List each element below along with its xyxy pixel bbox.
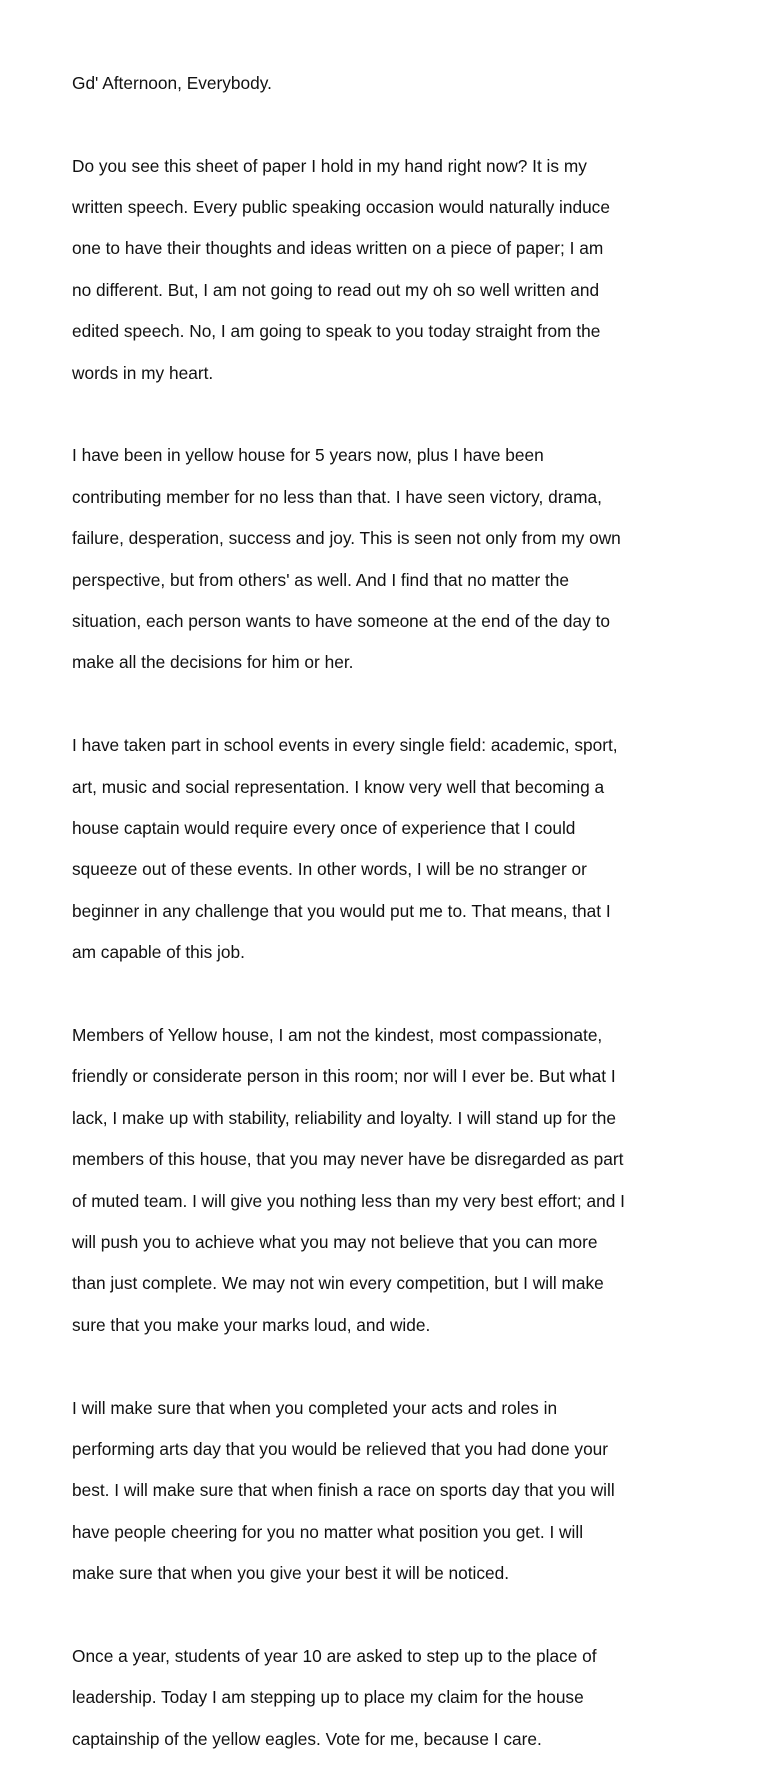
text-line: Members of Yellow house, I am not the kindest, most compassionate, <box>72 1024 603 1045</box>
text-line: make all the decisions for him or her. <box>72 652 354 673</box>
text-line: one to have their thoughts and ideas written on a piece of paper; I am <box>72 238 604 259</box>
text-line: words in my heart. <box>72 362 214 383</box>
text-line: I have taken part in school events in every single field: academic, sport, <box>72 735 618 756</box>
intro-paragraph <box>72 135 712 404</box>
text-line: contributing member for no less than that. I have seen victory, drama, <box>72 486 602 507</box>
members-paragraph <box>72 1004 712 1356</box>
text-line: art, music and social representation. I know very well that becoming a <box>72 776 605 797</box>
text-line: squeeze out of these events. In other words, I will be no stranger or <box>72 859 587 880</box>
text-line: best. I will make sure that when finish a race on sports day that you will <box>72 1480 615 1501</box>
text-line: lack, I make up with stability, reliability and loyalty. I will stand up for the <box>72 1107 616 1128</box>
closing-paragraph <box>72 1625 712 1770</box>
experience-paragraph <box>72 425 712 694</box>
text-line: situation, each person wants to have someone at the end of the day to <box>72 610 610 631</box>
text-line: make sure that when you give your best it will be noticed. <box>72 1563 510 1584</box>
text-line: I have been in yellow house for 5 years now, plus I have been <box>72 445 544 466</box>
text-line: perspective, but from others' as well. And I find that no matter the <box>72 569 570 590</box>
text-line: no different. But, I am not going to read out my oh so well written and <box>72 279 600 300</box>
text-line: written speech. Every public speaking occasion would naturally induce <box>72 196 610 217</box>
text-line: house captain would require every once of experience that I could <box>72 817 576 838</box>
events-paragraph <box>72 714 712 983</box>
text-line: captainship of the yellow eagles. Vote for me, because I care. <box>72 1728 542 1749</box>
greeting-paragraph <box>72 52 712 114</box>
document-page <box>72 52 712 1791</box>
text-line: edited speech. No, I am going to speak to you today straight from the <box>72 321 601 342</box>
text-line: of muted team. I will give you nothing less than my very best effort; and I <box>72 1190 625 1211</box>
text-line: beginner in any challenge that you would put me to. That means, that I <box>72 900 611 921</box>
text-line: Do you see this sheet of paper I hold in my hand right now? It is my <box>72 155 587 176</box>
text-line: members of this house, that you may never have be disregarded as part <box>72 1149 624 1170</box>
text-line: I will make sure that when you completed your acts and roles in <box>72 1397 558 1418</box>
text-line: will push you to achieve what you may not believe that you can more <box>72 1232 598 1253</box>
text-line: Once a year, students of year 10 are asked to step up to the place of <box>72 1646 597 1667</box>
text-line: sure that you make your marks loud, and wide. <box>72 1314 431 1335</box>
text-line: than just complete. We may not win every competition, but I will make <box>72 1273 604 1294</box>
text-line: Gd' Afternoon, Everybody. <box>72 72 272 93</box>
text-line: am capable of this job. <box>72 942 245 963</box>
text-line: leadership. Today I am stepping up to place my claim for the house <box>72 1687 584 1708</box>
text-line: friendly or considerate person in this room; nor will I ever be. But what I <box>72 1066 616 1087</box>
text-line: failure, desperation, success and joy. This is seen not only from my own <box>72 528 621 549</box>
text-line: have people cheering for you no matter what position you get. I will <box>72 1521 584 1542</box>
promises-paragraph <box>72 1377 712 1605</box>
text-line: performing arts day that you would be relieved that you had done your <box>72 1439 609 1460</box>
